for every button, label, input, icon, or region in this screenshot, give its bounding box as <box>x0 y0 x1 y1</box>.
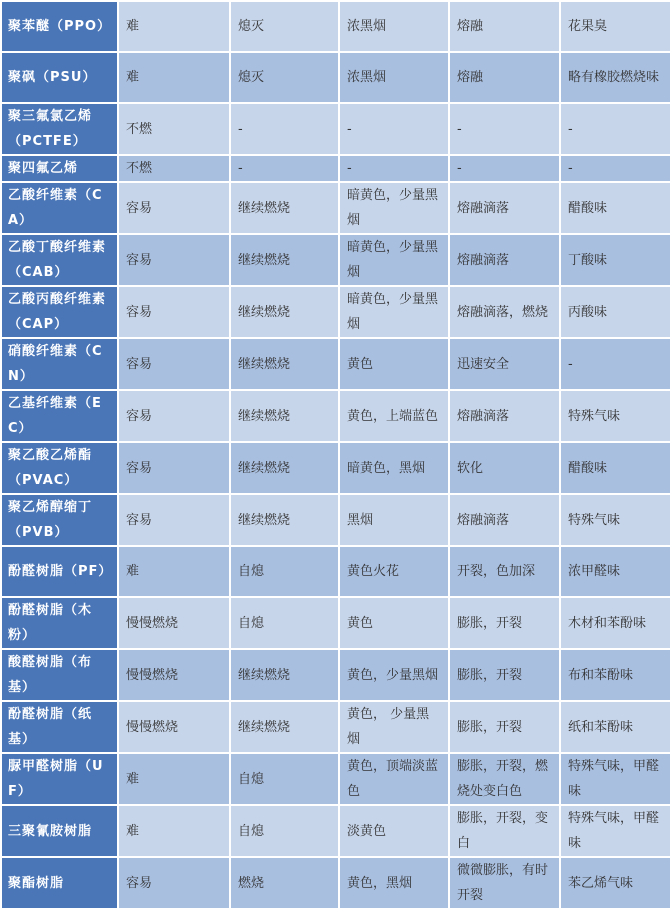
flame-appearance-cell: 黄色，上端蓝色 <box>339 390 449 442</box>
table-row <box>1 597 670 649</box>
table-row <box>1 649 670 701</box>
state-change-cell: 膨胀，开裂 <box>449 701 560 753</box>
flame-behavior-cell: 继续燃烧 <box>230 494 339 546</box>
odor-cell: 略有橡胶燃烧味 <box>560 52 670 103</box>
material-name: 乙酸丙酸纤维素（CAP） <box>1 286 118 338</box>
state-change-cell: 熔融滴落 <box>449 494 560 546</box>
table-row <box>1 103 670 155</box>
flame-appearance-cell: 浓黑烟 <box>339 52 449 103</box>
flame-behavior-cell: - <box>230 103 339 155</box>
odor-cell: 丁酸味 <box>560 234 670 286</box>
material-name: 硝酸纤维素（CN） <box>1 338 118 390</box>
odor-cell: 丙酸味 <box>560 286 670 338</box>
material-name: 聚三氟氯乙烯（PCTFE） <box>1 103 118 155</box>
state-change-cell: - <box>449 155 560 182</box>
flammability-cell: 容易 <box>118 182 230 234</box>
flammability-cell: 难 <box>118 52 230 103</box>
flammability-cell: 难 <box>118 805 230 857</box>
flame-appearance-cell: 黄色，少量黑烟 <box>339 649 449 701</box>
flame-appearance-cell: 黄色， 少量黑烟 <box>339 701 449 753</box>
flame-behavior-cell: 继续燃烧 <box>230 338 339 390</box>
flame-appearance-cell: 暗黄色，少量黑烟 <box>339 234 449 286</box>
flame-appearance-cell: 暗黄色，少量黑烟 <box>339 286 449 338</box>
flame-appearance-cell: - <box>339 103 449 155</box>
table-row <box>1 182 670 234</box>
table-row <box>1 546 670 597</box>
flame-behavior-cell: 继续燃烧 <box>230 442 339 494</box>
flame-behavior-cell: 继续燃烧 <box>230 234 339 286</box>
odor-cell: 特殊气味 <box>560 390 670 442</box>
table-row <box>1 701 670 753</box>
table-row <box>1 52 670 103</box>
state-change-cell: 熔融滴落，燃烧 <box>449 286 560 338</box>
flame-appearance-cell: 黄色 <box>339 338 449 390</box>
odor-cell: - <box>560 103 670 155</box>
odor-cell: 特殊气味 <box>560 494 670 546</box>
material-name: 酸醛树脂（布基） <box>1 649 118 701</box>
flame-appearance-cell: - <box>339 155 449 182</box>
material-name: 聚乙烯醇缩丁（PVB） <box>1 494 118 546</box>
flame-behavior-cell: 自熄 <box>230 805 339 857</box>
odor-cell: - <box>560 155 670 182</box>
flame-behavior-cell: - <box>230 155 339 182</box>
material-name: 聚苯醚（PPO） <box>1 1 118 52</box>
flame-behavior-cell: 继续燃烧 <box>230 286 339 338</box>
state-change-cell: 熔融 <box>449 1 560 52</box>
flame-behavior-cell: 自熄 <box>230 597 339 649</box>
material-name: 乙基纤维素（EC） <box>1 390 118 442</box>
table-row <box>1 494 670 546</box>
state-change-cell: 熔融滴落 <box>449 234 560 286</box>
flammability-cell: 慢慢燃烧 <box>118 597 230 649</box>
flame-behavior-cell: 熄灭 <box>230 52 339 103</box>
state-change-cell: 熔融 <box>449 52 560 103</box>
table-row <box>1 286 670 338</box>
state-change-cell: 膨胀，开裂 <box>449 649 560 701</box>
flame-behavior-cell: 继续燃烧 <box>230 649 339 701</box>
flame-behavior-cell: 继续燃烧 <box>230 390 339 442</box>
flammability-cell: 容易 <box>118 338 230 390</box>
odor-cell: 木材和苯酚味 <box>560 597 670 649</box>
table-row <box>1 390 670 442</box>
table-row <box>1 442 670 494</box>
state-change-cell: - <box>449 103 560 155</box>
flame-appearance-cell: 暗黄色，少量黑烟 <box>339 182 449 234</box>
table-row <box>1 1 670 52</box>
table-row <box>1 857 670 909</box>
flame-appearance-cell: 黄色 <box>339 597 449 649</box>
state-change-cell: 膨胀，开裂 <box>449 597 560 649</box>
state-change-cell: 开裂，色加深 <box>449 546 560 597</box>
flame-behavior-cell: 自熄 <box>230 546 339 597</box>
odor-cell: 布和苯酚味 <box>560 649 670 701</box>
state-change-cell: 膨胀，开裂，燃烧处变白色 <box>449 753 560 805</box>
flammability-cell: 容易 <box>118 442 230 494</box>
flammability-cell: 容易 <box>118 494 230 546</box>
table-row <box>1 805 670 857</box>
flame-behavior-cell: 燃烧 <box>230 857 339 909</box>
odor-cell: 醋酸味 <box>560 442 670 494</box>
flammability-cell: 难 <box>118 1 230 52</box>
material-name: 聚乙酸乙烯酯（PVAC） <box>1 442 118 494</box>
table-row <box>1 338 670 390</box>
flame-behavior-cell: 继续燃烧 <box>230 701 339 753</box>
flame-appearance-cell: 黄色火花 <box>339 546 449 597</box>
flame-behavior-cell: 继续燃烧 <box>230 182 339 234</box>
odor-cell: 醋酸味 <box>560 182 670 234</box>
table-row <box>1 753 670 805</box>
flammability-cell: 容易 <box>118 234 230 286</box>
material-name: 脲甲醛树脂（UF） <box>1 753 118 805</box>
flammability-cell: 慢慢燃烧 <box>118 649 230 701</box>
flame-appearance-cell: 淡黄色 <box>339 805 449 857</box>
flame-appearance-cell: 暗黄色，黑烟 <box>339 442 449 494</box>
material-name: 聚四氟乙烯 <box>1 155 118 182</box>
state-change-cell: 熔融滴落 <box>449 182 560 234</box>
flammability-cell: 容易 <box>118 857 230 909</box>
flame-behavior-cell: 熄灭 <box>230 1 339 52</box>
material-name: 三聚氰胺树脂 <box>1 805 118 857</box>
flammability-cell: 不燃 <box>118 103 230 155</box>
state-change-cell: 熔融滴落 <box>449 390 560 442</box>
flammability-cell: 容易 <box>118 390 230 442</box>
state-change-cell: 迅速安全 <box>449 338 560 390</box>
state-change-cell: 膨胀，开裂，变白 <box>449 805 560 857</box>
flame-appearance-cell: 黄色，黑烟 <box>339 857 449 909</box>
table-row <box>1 155 670 182</box>
state-change-cell: 软化 <box>449 442 560 494</box>
flammability-cell: 难 <box>118 753 230 805</box>
flammability-cell: 难 <box>118 546 230 597</box>
flame-behavior-cell: 自熄 <box>230 753 339 805</box>
flame-appearance-cell: 黄色，顶端淡蓝色 <box>339 753 449 805</box>
odor-cell: 纸和苯酚味 <box>560 701 670 753</box>
material-name: 乙酸纤维素（CA） <box>1 182 118 234</box>
flame-appearance-cell: 浓黑烟 <box>339 1 449 52</box>
odor-cell: - <box>560 338 670 390</box>
odor-cell: 特殊气味，甲醛味 <box>560 805 670 857</box>
material-name: 乙酸丁酸纤维素（CAB） <box>1 234 118 286</box>
material-name: 酚醛树脂（木粉） <box>1 597 118 649</box>
odor-cell: 花果臭 <box>560 1 670 52</box>
flame-appearance-cell: 黑烟 <box>339 494 449 546</box>
flammability-cell: 慢慢燃烧 <box>118 701 230 753</box>
state-change-cell: 微微膨胀，有时开裂 <box>449 857 560 909</box>
material-name: 聚酯树脂 <box>1 857 118 909</box>
material-name: 聚砜（PSU） <box>1 52 118 103</box>
odor-cell: 特殊气味，甲醛味 <box>560 753 670 805</box>
table-row <box>1 234 670 286</box>
odor-cell: 浓甲醛味 <box>560 546 670 597</box>
odor-cell: 苯乙烯气味 <box>560 857 670 909</box>
flammability-cell: 容易 <box>118 286 230 338</box>
flammability-cell: 不燃 <box>118 155 230 182</box>
material-name: 酚醛树脂（纸基） <box>1 701 118 753</box>
material-name: 酚醛树脂（PF） <box>1 546 118 597</box>
